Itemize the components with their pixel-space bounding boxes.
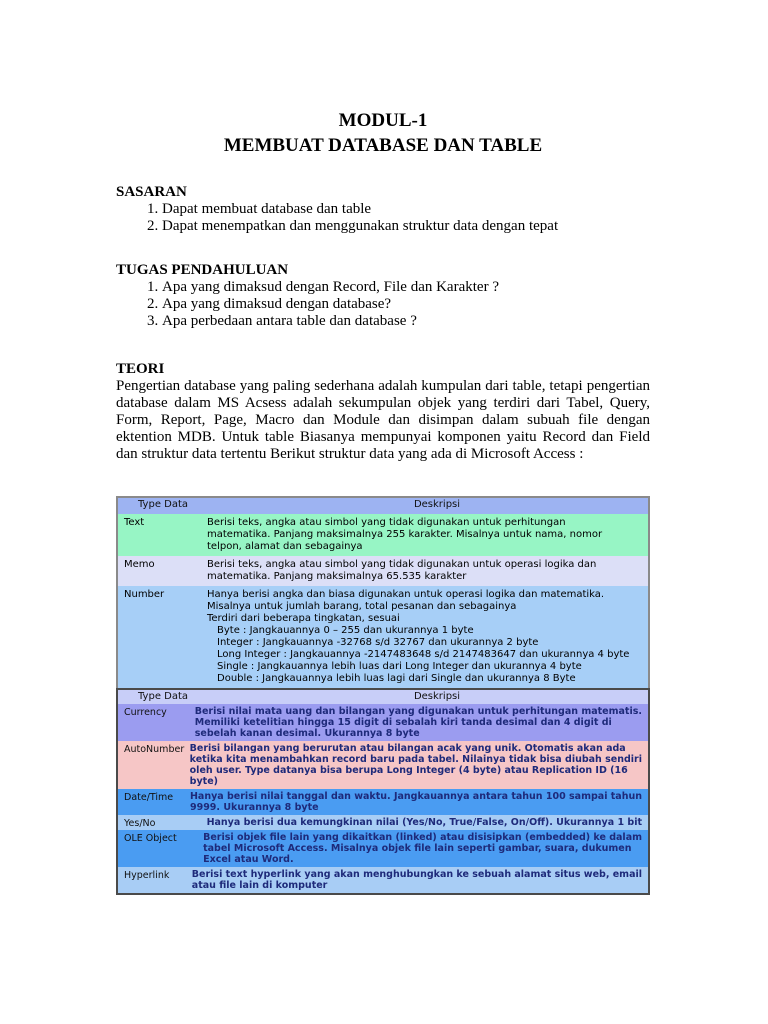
- cell-type: Yes/No: [124, 818, 156, 829]
- cell-description: [203, 830, 648, 867]
- cell-description: [207, 514, 648, 556]
- header-type: Type Data: [138, 691, 189, 702]
- cell-description: [190, 741, 648, 789]
- description-line: Hanya berisi angka dan biasa digunakan untuk operasi logika dan matematika.: [207, 589, 605, 600]
- data-type-table-1: [116, 496, 650, 688]
- list-item: 2. Apa yang dimaksud dengan database?: [162, 296, 650, 313]
- description-line: Berisi teks, angka atau simbol yang tidak digunakan untuk operasi logika dan: [207, 559, 597, 570]
- description-line: atau file lain di komputer: [191, 880, 328, 891]
- list-item: 2. Dapat menempatkan dan menggunakan struktur data dengan tepat: [162, 218, 650, 235]
- description-line: Berisi bilangan yang berurutan atau bilangan acak yang unik. Otomatis akan ada: [189, 743, 626, 754]
- cell-type: OLE Object: [124, 833, 177, 844]
- cell-description: [190, 789, 648, 815]
- sub-item-line: Long Integer : Jangkauannya -2147483648 s/d 2147483647 dan ukurannya 4 byte: [217, 649, 630, 660]
- module-title: [116, 108, 650, 158]
- cell-description: [207, 586, 648, 688]
- cell-type: Hyperlink: [124, 870, 170, 881]
- sub-item-line: Byte : Jangkauannya 0 – 255 dan ukurannya 1 byte: [217, 625, 474, 636]
- table-row: [118, 741, 648, 789]
- title-line-2: MEMBUAT DATABASE DAN TABLE: [223, 135, 543, 156]
- sasaran-list: [116, 201, 650, 235]
- table-row: [118, 815, 648, 830]
- list-item: 3. Apa perbedaan antara table dan database ?: [162, 313, 650, 330]
- table-row: [118, 556, 648, 586]
- description-line: Hanya berisi nilai tanggal dan waktu. Jangkauannya antara tahun 100 sampai tahun: [189, 791, 642, 802]
- cell-type: AutoNumber: [124, 744, 185, 755]
- description-line: matematika. Panjang maksimalnya 255 karakter. Misalnya untuk nama, nomor: [207, 529, 603, 540]
- sasaran-heading: SASARAN: [116, 184, 187, 200]
- cell-description: [195, 704, 648, 741]
- header-description: Deskripsi: [413, 691, 461, 702]
- table-row: [118, 830, 648, 867]
- description-line: Berisi nilai mata uang dan bilangan yang digunakan untuk perhitungan matematis.: [194, 706, 642, 717]
- tugas-list: [116, 279, 650, 330]
- teori-paragraph: Pengertian database yang paling sederhana adalah kumpulan dari table, tetapi pengertian database dalam MS Acsess adalah sekumpulan objek yang terdiri dari Tabel, Query, Form, Report, Page, Macro dan Module dan disimpan dalam subuah file dengan ektention MDB. Untuk table Biasanya mempunyai komponen yaitu Record dan Field dan struktur data tertentu Berikut struktur data yang ada di Microsoft Access :: [116, 378, 650, 462]
- description-line: ketika kita menambahkan record baru pada tabel. Nilainya tidak bisa diubah sendiri: [189, 754, 642, 765]
- document-page: [116, 108, 650, 463]
- table-row: [118, 789, 648, 815]
- cell-description: [192, 867, 648, 893]
- description-line: sebelah kanan desimal. Ukurannya 8 byte: [194, 728, 420, 739]
- list-item: 1. Apa yang dimaksud dengan Record, File dan Karakter ?: [162, 279, 650, 296]
- sub-item-line: Single : Jangkauannya lebih luas dari Long Integer dan ukurannya 4 byte: [217, 661, 582, 672]
- cell-type: Memo: [124, 559, 155, 570]
- cell-type: Currency: [124, 707, 167, 718]
- teori-heading: TEORI: [116, 361, 165, 377]
- sub-item-line: Double : Jangkauannya lebih luas lagi dari Single dan ukurannya 8 Byte: [217, 673, 576, 684]
- cell-type: Date/Time: [124, 792, 174, 803]
- description-line: oleh user. Type datanya bisa berupa Long Integer (4 byte) atau Replication ID (16: [189, 765, 628, 776]
- description-line: 9999. Ukurannya 8 byte: [189, 802, 319, 813]
- cell-description: [207, 556, 648, 586]
- description-line: Terdiri dari beberapa tingkatan, sesuai: [207, 613, 400, 624]
- header-type: Type Data: [138, 499, 189, 510]
- header-description: Deskripsi: [413, 499, 461, 510]
- description-line: Berisi objek file lain yang dikaitkan (linked) atau disisipkan (embedded) ke dalam: [203, 832, 642, 843]
- table-row: [118, 704, 648, 741]
- description-line: Misalnya untuk jumlah barang, total pesanan dan sebagainya: [207, 601, 517, 612]
- table-row: [118, 514, 648, 556]
- description-line: byte): [189, 776, 218, 787]
- table-header: [118, 690, 648, 704]
- table-row: [118, 586, 648, 688]
- cell-type: Number: [124, 589, 165, 600]
- cell-type: Text: [124, 517, 145, 528]
- description-line: Berisi text hyperlink yang akan menghubungkan ke sebuah alamat situs web, email: [191, 869, 642, 880]
- description-line: Memiliki ketelitian hingga 15 digit di sebalah kiri tanda desimal dan 4 digit di: [194, 717, 612, 728]
- data-type-tables: [116, 496, 650, 895]
- description-line: matematika. Panjang maksimalnya 65.535 karakter: [207, 571, 467, 582]
- description-line: Hanya berisi dua kemungkinan nilai (Yes/No, True/False, On/Off). Ukurannya 1 bit: [206, 817, 642, 828]
- title-line-1: MODUL-1: [338, 110, 428, 131]
- list-item: 1. Dapat membuat database dan table: [162, 201, 650, 218]
- sub-item-line: Integer : Jangkauannya -32768 s/d 32767 dan ukurannya 2 byte: [217, 637, 539, 648]
- tugas-heading: TUGAS PENDAHULUAN: [116, 262, 289, 278]
- table-row: [118, 867, 648, 893]
- data-type-table-2: [116, 688, 650, 895]
- cell-description: [207, 815, 648, 830]
- table-header: [118, 498, 648, 514]
- description-line: Berisi teks, angka atau simbol yang tidak digunakan untuk perhitungan: [207, 517, 566, 528]
- description-line: telpon, alamat dan sebagainya: [207, 541, 363, 552]
- description-line: Excel atau Word.: [203, 854, 294, 865]
- description-line: tabel Microsoft Access. Misalnya objek file lain seperti gambar, suara, dukumen: [203, 843, 632, 854]
